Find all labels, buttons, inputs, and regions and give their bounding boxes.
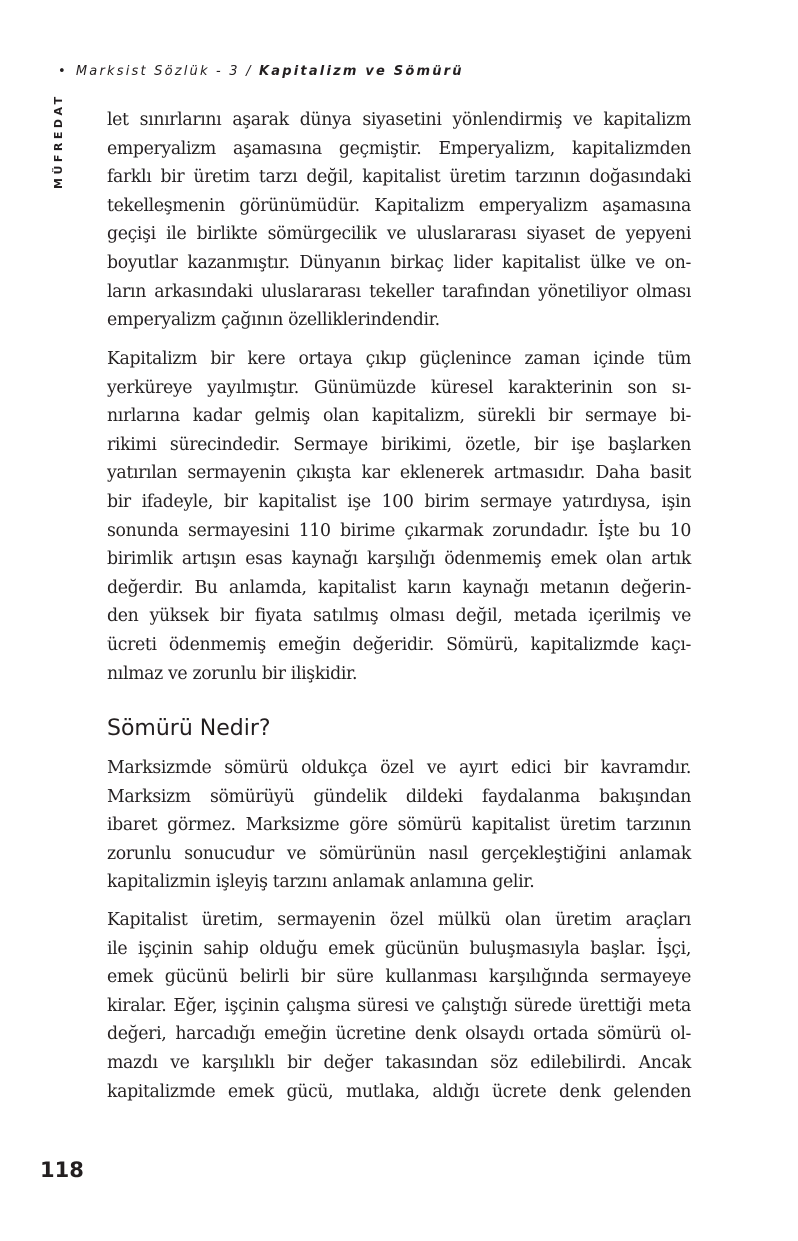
text-line: sonunda sermayesini 110 birime çıkarmak zorundadır. İşte bu 10 bbox=[107, 520, 691, 541]
text-line: ile işçinin sahip olduğu emek gücünün buluşmasıyla başlar. İşçi, bbox=[107, 938, 691, 959]
text-line: mazdı ve karşılıklı bir değer takasından söz edilebilirdi. Ancak bbox=[107, 1052, 691, 1073]
section-sidebar-label: MÜFREDAT bbox=[52, 93, 65, 189]
running-header bbox=[58, 64, 464, 79]
bullet-icon: • bbox=[58, 64, 68, 79]
text-line: ücreti ödenmemiş emeğin değeridir. Sömürü, kapitalizmde kaçı- bbox=[107, 634, 691, 655]
series-title: Marksist Sözlük - 3 / bbox=[75, 64, 259, 79]
text-line: bir ifadeyle, bir kapitalist işe 100 birim sermaye yatırdıysa, işin bbox=[107, 491, 691, 512]
paragraph-2 bbox=[107, 345, 691, 688]
text-line: yatırılan sermayenin çıkışta kar eklenerek artmasıdır. Daha basit bbox=[107, 463, 691, 484]
text-line: ların arkasındaki uluslararası tekeller tarafından yönetiliyor olması bbox=[107, 281, 691, 302]
text-line: Kapitalizm bir kere ortaya çıkıp güçlenince zaman içinde tüm bbox=[107, 349, 691, 369]
text-line: farklı bir üretim tarzı değil, kapitalist üretim tarzının doğasındaki bbox=[107, 167, 691, 188]
text-line: zorunlu sonucudur ve sömürünün nasıl gerçekleştiğini anlamak bbox=[107, 843, 691, 864]
section-heading: Sömürü Nedir? bbox=[107, 716, 271, 741]
text-line: değerdir. Bu anlamda, kapitalist karın kaynağı metanın değerin- bbox=[107, 577, 691, 598]
paragraph-3 bbox=[107, 754, 691, 897]
text-line: rikimi sürecindedir. Sermaye birikimi, özetle, bir işe başlarken bbox=[107, 434, 691, 455]
text-line: kapitalizmde emek gücü, mutlaka, aldığı ücrete denk gelenden bbox=[107, 1081, 691, 1102]
text-line: birimlik artışın esas kaynağı karşılığı ödenmemiş emek olan artık bbox=[107, 549, 691, 570]
text-line: let sınırlarını aşarak dünya siyasetini yönlendirmiş ve kapitalizm bbox=[107, 110, 691, 130]
text-line: Kapitalist üretim, sermayenin özel mülkü olan üretim araçları bbox=[107, 910, 691, 930]
text-line: boyutlar kazanmıştır. Dünyanın birkaç lider kapitalist ülke ve on- bbox=[107, 252, 691, 273]
text-line: emek gücünü belirli bir süre kullanması karşılığında sermayeye bbox=[107, 967, 691, 988]
text-line: kapitalizmin işleyiş tarzını anlamak anlamına gelir. bbox=[107, 872, 535, 893]
text-line: Marksizmde sömürü oldukça özel ve ayırt edici bir kavramdır. bbox=[107, 758, 691, 778]
text-line: tekelleşmenin görünümüdür. Kapitalizm emperyalizm aşamasına bbox=[107, 195, 691, 216]
paragraph-4 bbox=[107, 906, 691, 1106]
text-line: ibaret görmez. Marksizme göre sömürü kapitalist üretim tarzının bbox=[107, 815, 691, 836]
text-line: nırlarına kadar gelmiş olan kapitalizm, sürekli bir sermaye bi- bbox=[107, 406, 691, 427]
chapter-title: Kapitalizm ve Sömürü bbox=[259, 64, 464, 79]
page-number: 118 bbox=[40, 1158, 84, 1182]
text-line: kiralar. Eğer, işçinin çalışma süresi ve çalıştığı sürede ürettiği meta bbox=[107, 995, 691, 1016]
text-line: emperyalizm çağının özelliklerindendir. bbox=[107, 310, 440, 331]
text-line: yerküreye yayılmıştır. Günümüzde küresel karakterinin son sı- bbox=[107, 377, 691, 398]
text-line: den yüksek bir fiyata satılmış olması değil, metada içerilmiş ve bbox=[107, 606, 691, 627]
text-line: emperyalizm aşamasına geçmiştir. Emperyalizm, kapitalizmden bbox=[107, 138, 691, 159]
paragraph-1 bbox=[107, 106, 691, 335]
text-line: geçişi ile birlikte sömürgecilik ve uluslararası siyaset de yepyeni bbox=[107, 224, 691, 245]
text-line: değeri, harcadığı emeğin ücretine denk olsaydı ortada sömürü ol- bbox=[107, 1024, 691, 1045]
text-line: nılmaz ve zorunlu bir ilişkidir. bbox=[107, 663, 358, 684]
text-line: Marksizm sömürüyü gündelik dildeki faydalanma bakışından bbox=[107, 786, 691, 807]
